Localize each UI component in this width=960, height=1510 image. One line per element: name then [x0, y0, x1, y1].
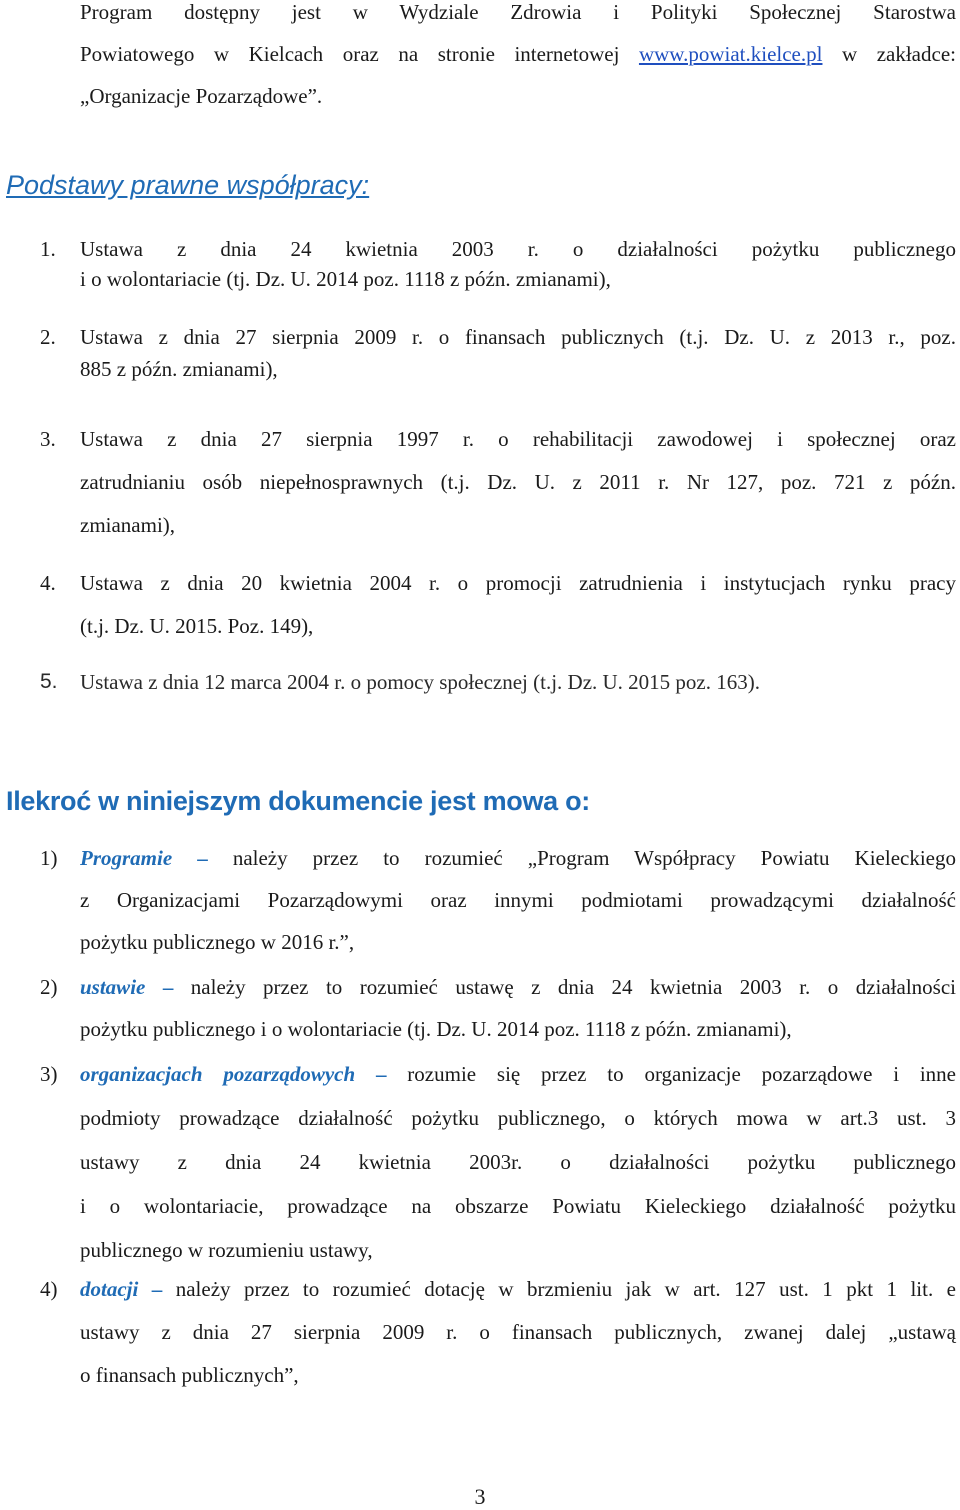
- item-line: pożytku publicznego w 2016 r.”,: [80, 930, 355, 954]
- definitions-heading: Ilekroć w niniejszym dokumencie jest mowa o:: [6, 786, 590, 816]
- item-number: 5.: [40, 670, 58, 693]
- item-line: zmianami),: [80, 513, 176, 537]
- item-number: 2): [40, 975, 58, 999]
- item-line: 885 z późn. zmianami),: [80, 357, 278, 381]
- item-line: ustawy z dnia 27 sierpnia 2009 r. o finansach publicznych, zwanej dalej „ustawą: [80, 1320, 956, 1344]
- intro-line: Program dostępny jest w Wydziale Zdrowia i Polityki Społecznej Starostwa: [80, 0, 956, 24]
- defined-term: dotacji: [80, 1277, 139, 1301]
- item-line: o finansach publicznych”,: [80, 1363, 299, 1387]
- item-line: i o wolontariacie, prowadzące na obszarze Powiatu Kieleckiego działalność pożytku: [80, 1194, 956, 1218]
- item-text: należy przez to rozumieć dotację w brzmieniu jak w art. 127 ust. 1 pkt 1 lit. e: [162, 1277, 957, 1301]
- item-number: 1): [40, 846, 58, 870]
- item-number: 1.: [40, 237, 56, 261]
- item-line: Ustawa z dnia 27 sierpnia 1997 r. o rehabilitacji zawodowej i społecznej oraz: [80, 427, 956, 451]
- item-text: rozumie się przez to organizacje pozarządowe i inne: [386, 1062, 957, 1086]
- intro-paragraph: [80, 0, 956, 117]
- item-line: Ustawa z dnia 24 kwietnia 2003 r. o działalności pożytku publicznego: [80, 237, 956, 261]
- item-line: z Organizacjami Pozarządowymi oraz innymi podmiotami prowadzącymi działalność: [80, 888, 956, 912]
- item-line: ustawy z dnia 24 kwietnia 2003r. o działalności pożytku publicznego: [80, 1150, 956, 1174]
- item-number: 2.: [40, 325, 56, 349]
- item-number: 3): [40, 1062, 58, 1086]
- defined-term: ustawie: [80, 975, 146, 999]
- intro-text: Powiatowego w Kielcach oraz na stronie internetowej: [80, 42, 639, 66]
- page-number: 3: [474, 1484, 486, 1509]
- item-number: 4): [40, 1277, 58, 1301]
- item-line: Ustawa z dnia 20 kwietnia 2004 r. o promocji zatrudnienia i instytucjach rynku pracy: [80, 571, 956, 595]
- item-text: należy przez to rozumieć ustawę z dnia 24 kwietnia 2003 r. o działalności: [173, 975, 956, 999]
- term-dash: –: [162, 975, 174, 999]
- item-line: zatrudnianiu osób niepełnosprawnych (t.j. Dz. U. z 2011 r. Nr 127, poz. 721 z późn.: [80, 470, 956, 494]
- defined-term: organizacjach pozarządowych: [80, 1062, 356, 1086]
- item-line: Ustawa z dnia 27 sierpnia 2009 r. o finansach publicznych (t.j. Dz. U. z 2013 r., poz.: [80, 325, 956, 349]
- item-line: [80, 1052, 956, 1096]
- term-dash: –: [151, 1277, 163, 1301]
- item-line: [80, 837, 956, 879]
- term-dash: –: [197, 846, 208, 870]
- item-text: należy przez to rozumieć „Program Współpracy Powiatu Kieleckiego: [207, 846, 957, 870]
- item-line: (t.j. Dz. U. 2015. Poz. 149),: [80, 614, 314, 638]
- item-line: podmioty prowadzące działalność pożytku publicznego, o których mowa w art.3 ust. 3: [80, 1106, 956, 1130]
- item-line: i o wolontariacie (tj. Dz. U. 2014 poz. 1118 z późn. zmianami),: [80, 267, 611, 291]
- item-line: Ustawa z dnia 12 marca 2004 r. o pomocy społecznej (t.j. Dz. U. 2015 poz. 163).: [80, 670, 760, 694]
- legal-basis-heading: Podstawy prawne współpracy:: [6, 170, 370, 200]
- item-line: publicznego w rozumieniu ustawy,: [80, 1238, 373, 1262]
- item-line: pożytku publicznego i o wolontariacie (tj. Dz. U. 2014 poz. 1118 z późn. zmianami),: [80, 1017, 792, 1041]
- item-line: [80, 966, 956, 1008]
- term-dash: –: [375, 1062, 387, 1086]
- item-number: 4.: [40, 571, 56, 595]
- website-link[interactable]: www.powiat.kielce.pl: [638, 42, 823, 66]
- item-number: 3.: [40, 427, 56, 451]
- item-line: [80, 1268, 956, 1311]
- intro-line: „Organizacje Pozarządowe”.: [80, 84, 323, 108]
- intro-text: w zakładce:: [822, 42, 956, 66]
- intro-line: [80, 33, 956, 75]
- defined-term: Programie: [80, 846, 173, 870]
